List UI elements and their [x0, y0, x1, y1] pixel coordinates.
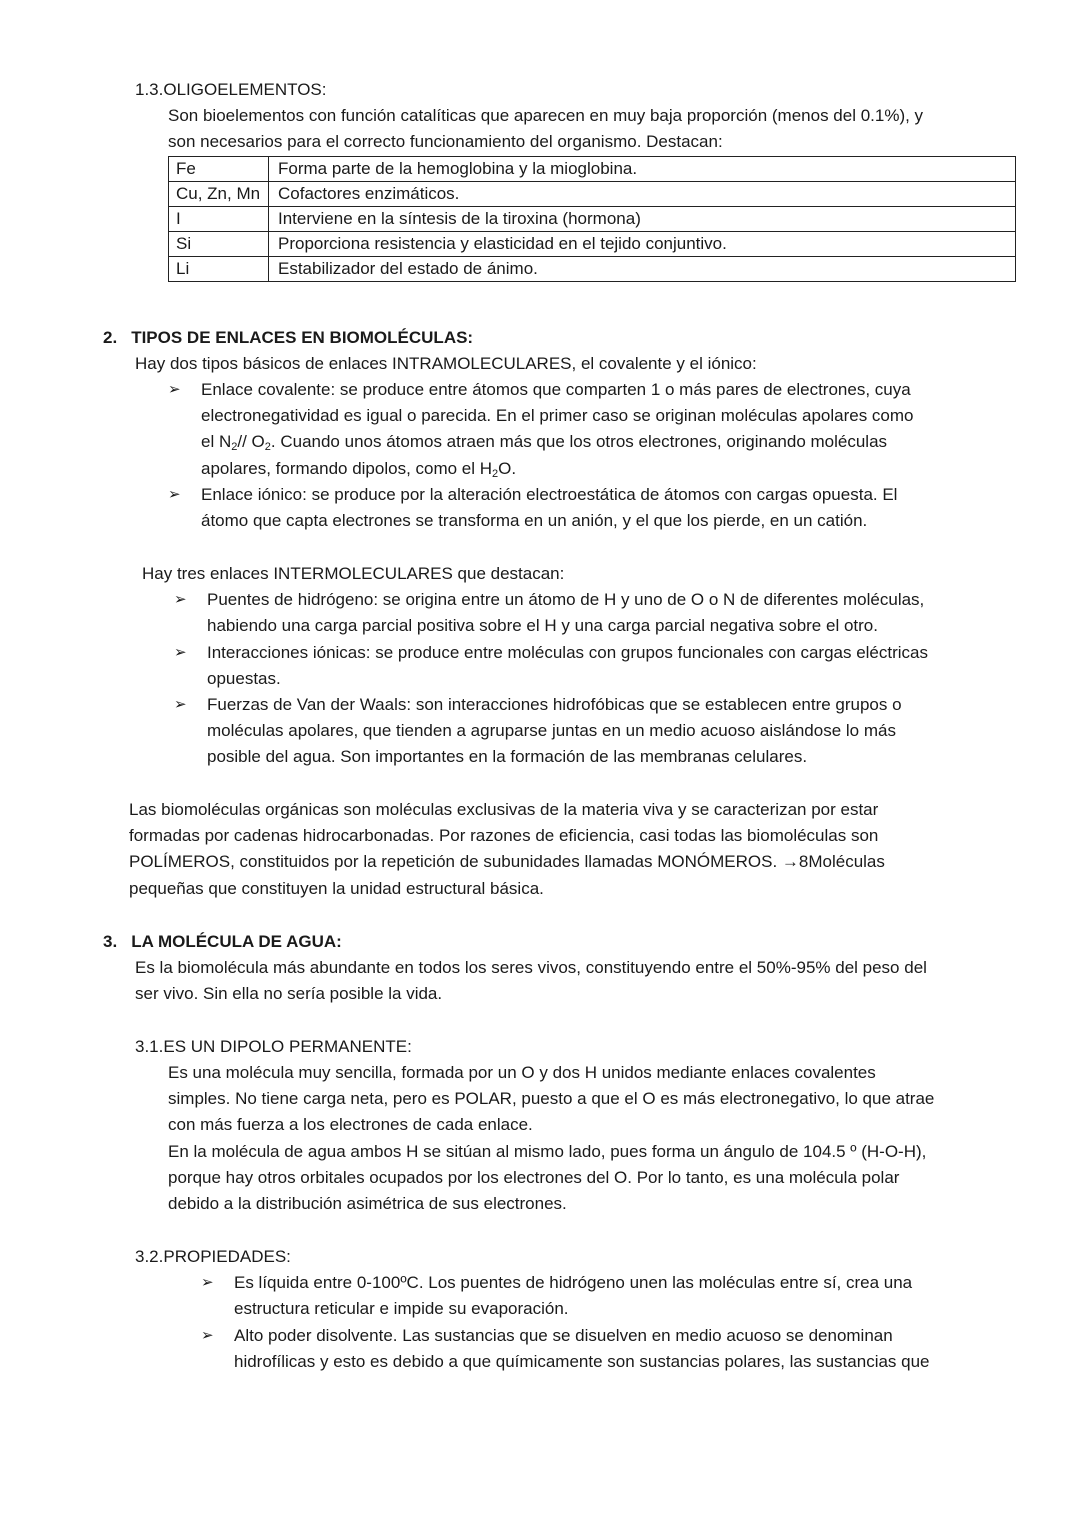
- section-3-intro: [135, 955, 927, 1007]
- section-3-2-heading: [135, 1244, 291, 1270]
- text-line: ser vivo. Sin ella no sería posible la vida.: [135, 984, 443, 1004]
- function-cell: Cofactores enzimáticos.: [269, 182, 1016, 207]
- element-cell: Cu, Zn, Mn: [169, 182, 269, 207]
- section-3-1-heading: [135, 1034, 412, 1060]
- element-cell: Li: [169, 257, 269, 282]
- text-line: posible del agua. Son importantes en la formación de las membranas celulares.: [207, 747, 808, 767]
- table-row: [169, 207, 1016, 232]
- section-3-1-body: [168, 1060, 934, 1217]
- text-line: Es líquida entre 0-100ºC. Los puentes de hidrógeno unen las moléculas entre sí, crea una: [234, 1273, 913, 1292]
- section-1-3-intro: [168, 103, 923, 155]
- table-row: [169, 232, 1016, 257]
- text-line: Es la biomolécula más abundante en todos los seres vivos, constituyendo entre el 50%-95% del peso del: [135, 958, 927, 977]
- text-line: son necesarios para el correcto funcionamiento del organismo. Destacan:: [168, 132, 723, 152]
- intramolecular-intro: Hay dos tipos básicos de enlaces INTRAMOLECULARES, el covalente y el iónico:: [135, 354, 757, 373]
- intermolecular-intro: Hay tres enlaces INTERMOLECULARES que destacan:: [142, 564, 565, 583]
- text-line: estructura reticular e impide su evaporación.: [234, 1299, 569, 1319]
- text-line: pequeñas que constituyen la unidad estructural básica.: [129, 878, 544, 898]
- oligoelements-table: [168, 156, 1016, 282]
- text-line: debido a la distribución asimétrica de sus electrones.: [168, 1194, 567, 1214]
- table-row: [169, 257, 1016, 282]
- text-line: POLÍMEROS, constituidos por la repetición de subunidades llamadas MONÓMEROS. →8Moléculas: [129, 852, 885, 872]
- section-2-heading: [103, 325, 473, 351]
- text-line: Es una molécula muy sencilla, formada por un O y dos H unidos mediante enlaces covalentes: [168, 1063, 876, 1082]
- text-line: átomo que capta electrones se transforma en un anión, y el que los pierde, en un catión.: [201, 511, 868, 531]
- section-title: OLIGOELEMENTOS:: [163, 80, 327, 99]
- element-cell: I: [169, 207, 269, 232]
- text-line: hidrofílicas y esto es debido a que químicamente son sustancias polares, las sustancias que: [234, 1352, 930, 1372]
- section-number: 2.: [103, 328, 118, 347]
- text-line: con más fuerza a los electrones de cada enlace.: [168, 1115, 533, 1135]
- text-line: Enlace iónico: se produce por la alteración electroestática de átomos con cargas opuesta. El: [201, 485, 898, 504]
- section-title: ES UN DIPOLO PERMANENTE:: [163, 1037, 412, 1056]
- arrow-bullet-icon: ➢: [174, 644, 187, 661]
- section-number: 3.: [103, 932, 118, 951]
- function-cell: Estabilizador del estado de ánimo.: [269, 257, 1016, 282]
- section-number: 1.3.: [135, 80, 164, 99]
- section-title: LA MOLÉCULA DE AGUA:: [131, 932, 342, 951]
- text-line: apolares, formando dipolos, como el $H_2O$.: [201, 458, 517, 480]
- text-line: simples. No tiene carga neta, pero es POLAR, puesto a que el O es más electronegativo, lo que atrae: [168, 1089, 935, 1109]
- element-cell: Fe: [169, 157, 269, 182]
- arrow-bullet-icon: ➢: [168, 486, 181, 503]
- text-line: porque hay otros orbitales ocupados por los electrones del O. Por lo tanto, es una molécula polar: [168, 1167, 900, 1187]
- text-line: Alto poder disolvente. Las sustancias que se disuelven en medio acuoso se denominan: [234, 1326, 893, 1345]
- function-cell: Interviene en la síntesis de la tiroxina (hormona): [269, 207, 1016, 232]
- arrow-bullet-icon: ➢: [174, 591, 187, 608]
- text-line: Fuerzas de Van der Waals: son interacciones hidrofóbicas que se establecen entre grupos o: [207, 695, 902, 714]
- arrow-bullet-icon: ➢: [201, 1274, 214, 1291]
- section-number: 3.2.: [135, 1247, 164, 1266]
- text-line: moléculas apolares, que tienden a agruparse juntas en un medio acuoso aislándose lo más: [207, 721, 896, 741]
- text-line: opuestas.: [207, 669, 281, 689]
- element-cell: Si: [169, 232, 269, 257]
- text-line: En la molécula de agua ambos H se sitúan al mismo lado, pues forma un ángulo de 104.5 º (H-O-H),: [168, 1141, 927, 1161]
- arrow-bullet-icon: ➢: [174, 696, 187, 713]
- text-line: Puentes de hidrógeno: se origina entre un átomo de H y uno de O o N de diferentes moléculas,: [207, 590, 925, 609]
- section-number: 3.1.: [135, 1037, 164, 1056]
- section-1-3-heading: [135, 77, 326, 103]
- table-row: [169, 182, 1016, 207]
- text-line: Interacciones iónicas: se produce entre moléculas con grupos funcionales con cargas eléctricas: [207, 643, 929, 662]
- table-row: [169, 157, 1016, 182]
- text-line: habiendo una carga parcial positiva sobre el H y una carga parcial negativa sobre el otro.: [207, 616, 878, 636]
- arrow-bullet-icon: ➢: [168, 381, 181, 398]
- text-line: Las biomoléculas orgánicas son moléculas exclusivas de la materia viva y se caracterizan por estar: [129, 800, 879, 819]
- arrow-bullet-icon: ➢: [201, 1327, 214, 1344]
- section-3-heading: [103, 929, 342, 955]
- organic-biomolecules-paragraph: [129, 797, 885, 902]
- text-line: Son bioelementos con función catalíticas que aparecen en muy baja proporción (menos del 0.1%), y: [168, 106, 924, 125]
- section-title: PROPIEDADES:: [163, 1247, 291, 1266]
- function-cell: Forma parte de la hemoglobina y la mioglobina.: [269, 157, 1016, 182]
- text-line: electronegatividad es igual o parecida. En el primer caso se originan moléculas apolares como: [201, 406, 914, 426]
- function-cell: Proporciona resistencia y elasticidad en el tejido conjuntivo.: [269, 232, 1016, 257]
- section-title: TIPOS DE ENLACES EN BIOMOLÉCULAS:: [131, 328, 474, 347]
- text-line: Enlace covalente: se produce entre átomos que comparten 1 o más pares de electrones, cuya: [201, 380, 911, 399]
- text-line: formadas por cadenas hidrocarbonadas. Por razones de eficiencia, casi todas las biomoléculas son: [129, 826, 879, 846]
- text-line: el $N_2//$ $O_2$. Cuando unos átomos atraen más que los otros electrones, originando moléculas: [201, 432, 888, 454]
